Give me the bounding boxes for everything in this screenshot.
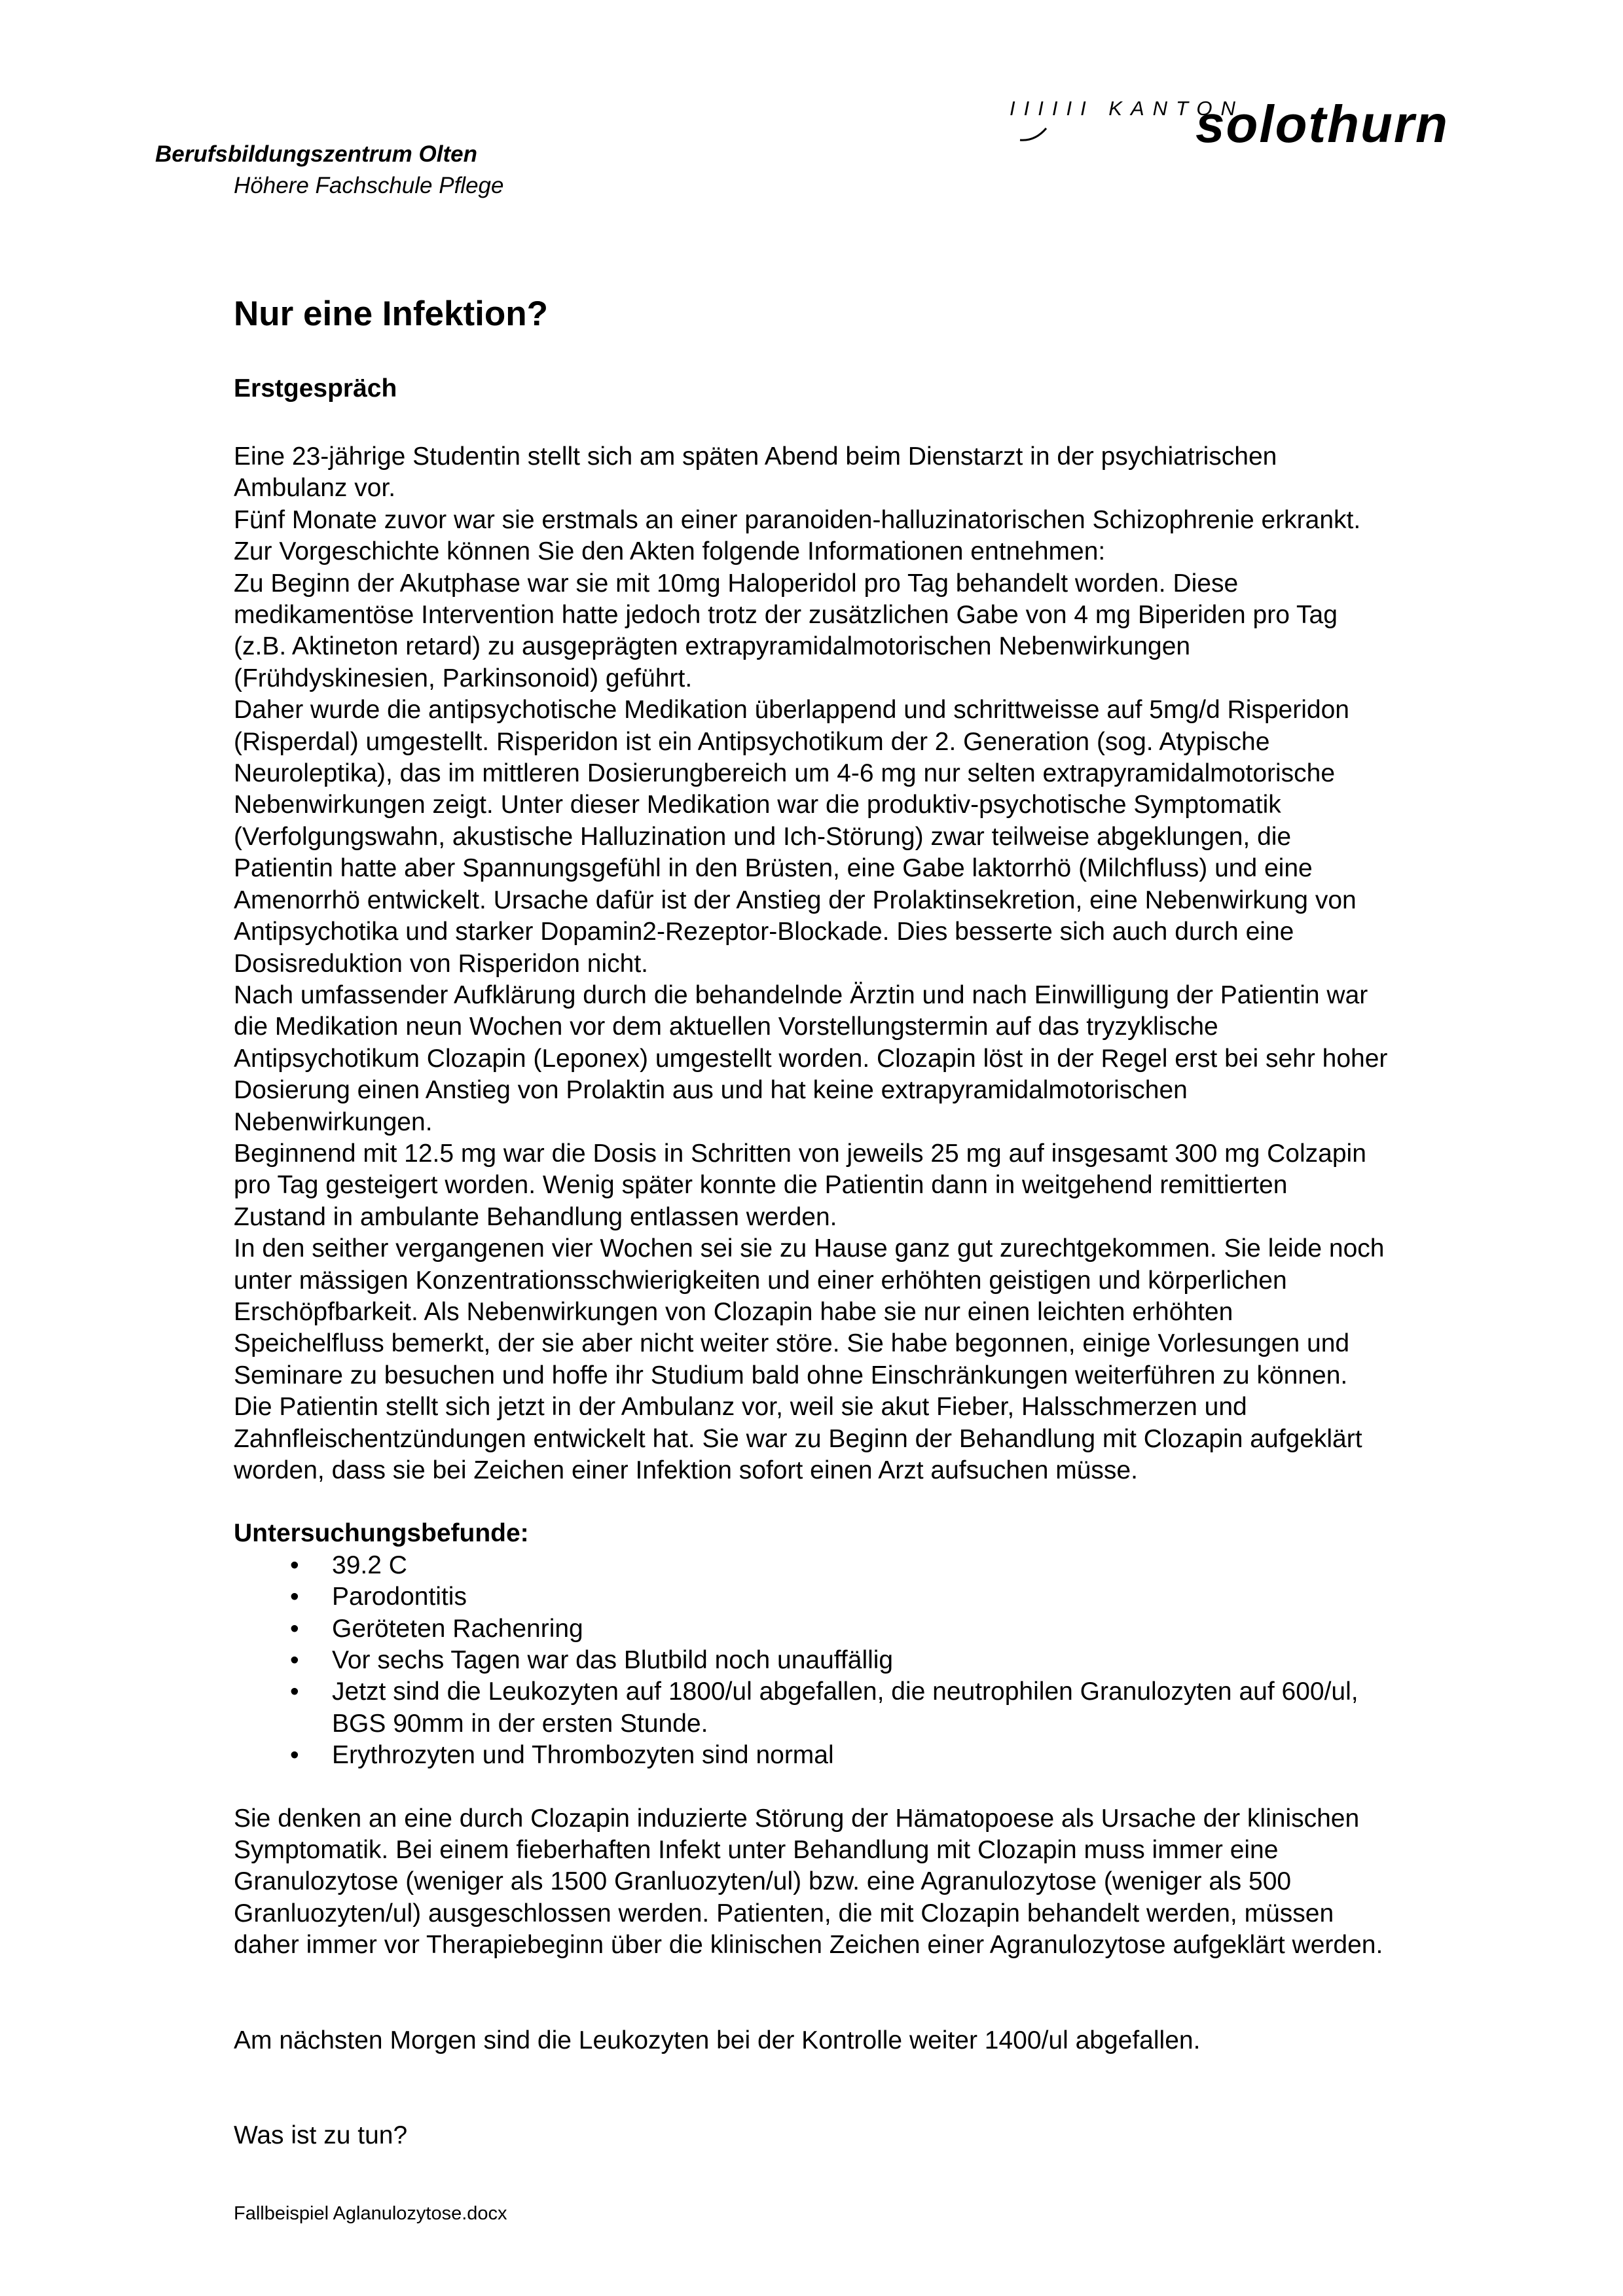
logo-prefix: IIIIII KANTON [1010,97,1244,120]
intro-line: unter mässigen Konzentrationsschwierigkeiten und einer erhöhten geistigen und körperlichen [234,1266,1287,1295]
intro-paragraph [234,441,1478,1486]
intro-line: Erschöpfbarkeit. Als Nebenwirkungen von Clozapin habe sie nur einen leichten erhöhten [234,1297,1233,1326]
organization-header [155,139,503,202]
intro-line: Neuroleptika), das im mittleren Dosierungbereich um 4-6 mg nur selten extrapyramidalmotorische [234,759,1336,788]
discussion-line: daher immer vor Therapiebeginn über die klinischen Zeichen einer Agranulozytose aufgeklärt werden. [234,1931,1383,1960]
list-item [234,1581,1478,1613]
intro-line: Ambulanz vor. [234,474,396,503]
list-item [234,1676,1478,1740]
logo-swoosh-icon [1019,124,1058,144]
intro-line: Eine 23-jährige Studentin stellt sich am späten Abend beim Dienstarzt in der psychiatrischen [234,442,1277,471]
bullet-icon: • [290,1677,299,1706]
intro-line: In den seither vergangenen vier Wochen sei sie zu Hause ganz gut zurechtgekommen. Sie leide noch [234,1234,1385,1263]
intro-line: Dosisreduktion von Risperidon nicht. [234,949,648,978]
intro-line: Zahnfleischentzündungen entwickelt hat. Sie war zu Beginn der Behandlung mit Clozapin aufgeklärt [234,1424,1362,1453]
list-item-text: Vor sechs Tagen war das Blutbild noch unauffällig [332,1646,894,1675]
intro-line: worden, dass sie bei Zeichen einer Infektion sofort einen Arzt aufsuchen müsse. [234,1456,1138,1484]
list-item [234,1613,1478,1645]
list-item-text: Jetzt sind die Leukozyten auf 1800/ul abgefallen, die neutrophilen Granulozyten auf 600/ul, [332,1677,1359,1706]
intro-line: Die Patientin stellt sich jetzt in der Ambulanz vor, weil sie akut Fieber, Halsschmerzen und [234,1393,1247,1422]
bullet-icon: • [290,1646,299,1675]
document-body [234,288,1478,2152]
bullet-icon: • [290,1551,299,1579]
intro-line: medikamentöse Intervention hatte jedoch trotz der zusätzlichen Gabe von 4 mg Biperiden pro Tag [234,601,1338,630]
bullet-icon: • [290,1741,299,1770]
list-item [234,1740,1478,1771]
bullet-icon: • [290,1614,299,1643]
next-morning-paragraph: Am nächsten Morgen sind die Leukozyten bei der Kontrolle weiter 1400/ul abgefallen. [234,2026,1201,2054]
intro-line: Beginnend mit 12.5 mg war die Dosis in Schritten von jeweils 25 mg auf insgesamt 300 mg Colzapin [234,1139,1366,1168]
intro-line: (Frühdyskinesien, Parkinsonoid) geführt. [234,664,693,692]
intro-line: Antipsychotika und starker Dopamin2-Rezeptor-Blockade. Dies besserte sich auch durch eine [234,918,1294,946]
intro-line: Zustand in ambulante Behandlung entlassen werden. [234,1202,837,1231]
intro-line: (z.B. Aktineton retard) zu ausgeprägten extrapyramidalmotorischen Nebenwirkungen [234,632,1191,661]
discussion-line: Granulozytose (weniger als 1500 Granluozyten/ul) bzw. eine Agranulozytose (weniger als 500 [234,1867,1292,1896]
footer-filename: Fallbeispiel Aglanulozytose.docx [234,2203,507,2224]
findings-list [234,1550,1478,1772]
list-item-text: BGS 90mm in der ersten Stunde. [332,1709,708,1738]
intro-line: Patientin hatte aber Spannungsgefühl in den Brüsten, eine Gabe laktorrhö (Milchfluss) und eine [234,854,1313,883]
intro-line: pro Tag gesteigert worden. Wenig später konnte die Patientin dann in weitgehend remittierten [234,1171,1288,1200]
intro-line: Nach umfassender Aufklärung durch die behandelnde Ärztin und nach Einwilligung der Patientin war [234,980,1368,1009]
intro-line: Antipsychotikum Clozapin (Leponex) umgestellt worden. Clozapin löst in der Regel erst bei sehr hoher [234,1044,1388,1073]
discussion-line: Granluozyten/ul) ausgeschlossen werden. Patienten, die mit Clozapin behandelt werden, müssen [234,1899,1334,1928]
intro-line: Fünf Monate zuvor war sie erstmals an einer paranoiden-halluzinatorischen Schizophrenie erkrankt. [234,505,1361,534]
intro-line: (Verfolgungswahn, akustische Halluzination und Ich-Störung) zwar teilweise abgeklungen, die [234,822,1292,851]
intro-line: Amenorrhö entwickelt. Ursache dafür ist der Anstieg der Prolaktinsekretion, eine Nebenwirkung von [234,886,1357,914]
document-title: Nur eine Infektion? [234,295,548,333]
list-item [234,1645,1478,1676]
list-item-text: Parodontitis [332,1583,467,1611]
intro-line: Daher wurde die antipsychotische Medikation überlappend und schrittweisse auf 5mg/d Risperidon [234,696,1349,725]
org-name: Berufsbildungszentrum Olten [155,141,477,167]
intro-line: Zu Beginn der Akutphase war sie mit 10mg Haloperidol pro Tag behandelt worden. Diese [234,569,1239,598]
intro-line: Nebenwirkungen. [234,1107,433,1136]
intro-line: Seminare zu besuchen und hoffe ihr Studium bald ohne Einschränkungen weiterführen zu können. [234,1361,1348,1390]
list-item-text: Erythrozyten und Thrombozyten sind normal [332,1741,834,1770]
question-paragraph: Was ist zu tun? [234,2121,408,2150]
kanton-solothurn-logo [1006,92,1490,164]
intro-line: (Risperdal) umgestellt. Risperidon ist ein Antipsychotikum der 2. Generation (sog. Atypische [234,727,1270,756]
findings-heading: Untersuchungsbefunde: [234,1519,529,1548]
intro-line: die Medikation neun Wochen vor dem aktuellen Vorstellungstermin auf das tryzyklische [234,1013,1218,1041]
section-heading-erstgespraech: Erstgespräch [234,374,397,403]
discussion-line: Sie denken an eine durch Clozapin induzierte Störung der Hämatopoese als Ursache der klinischen [234,1804,1360,1833]
list-item-text: 39.2 C [332,1551,407,1579]
org-subtitle: Höhere Fachschule Pflege [234,173,504,198]
intro-line: Dosierung einen Anstieg von Prolaktin aus und hat keine extrapyramidalmotorischen [234,1076,1188,1105]
bullet-icon: • [290,1583,299,1611]
discussion-line: Symptomatik. Bei einem fieberhaften Infekt unter Behandlung mit Clozapin muss immer eine [234,1836,1279,1865]
intro-line: Speichelfluss bemerkt, der sie aber nicht weiter störe. Sie habe begonnen, einige Vorlesungen und [234,1329,1350,1358]
intro-line: Zur Vorgeschichte können Sie den Akten folgende Informationen entnehmen: [234,537,1106,566]
list-item-text: Geröteten Rachenring [332,1614,583,1643]
discussion-paragraph [234,1803,1478,1962]
logo-word: solothurn [1195,95,1449,153]
intro-line: Nebenwirkungen zeigt. Unter dieser Medikation war die produktiv-psychotische Symptomatik [234,791,1281,819]
list-item [234,1550,1478,1581]
